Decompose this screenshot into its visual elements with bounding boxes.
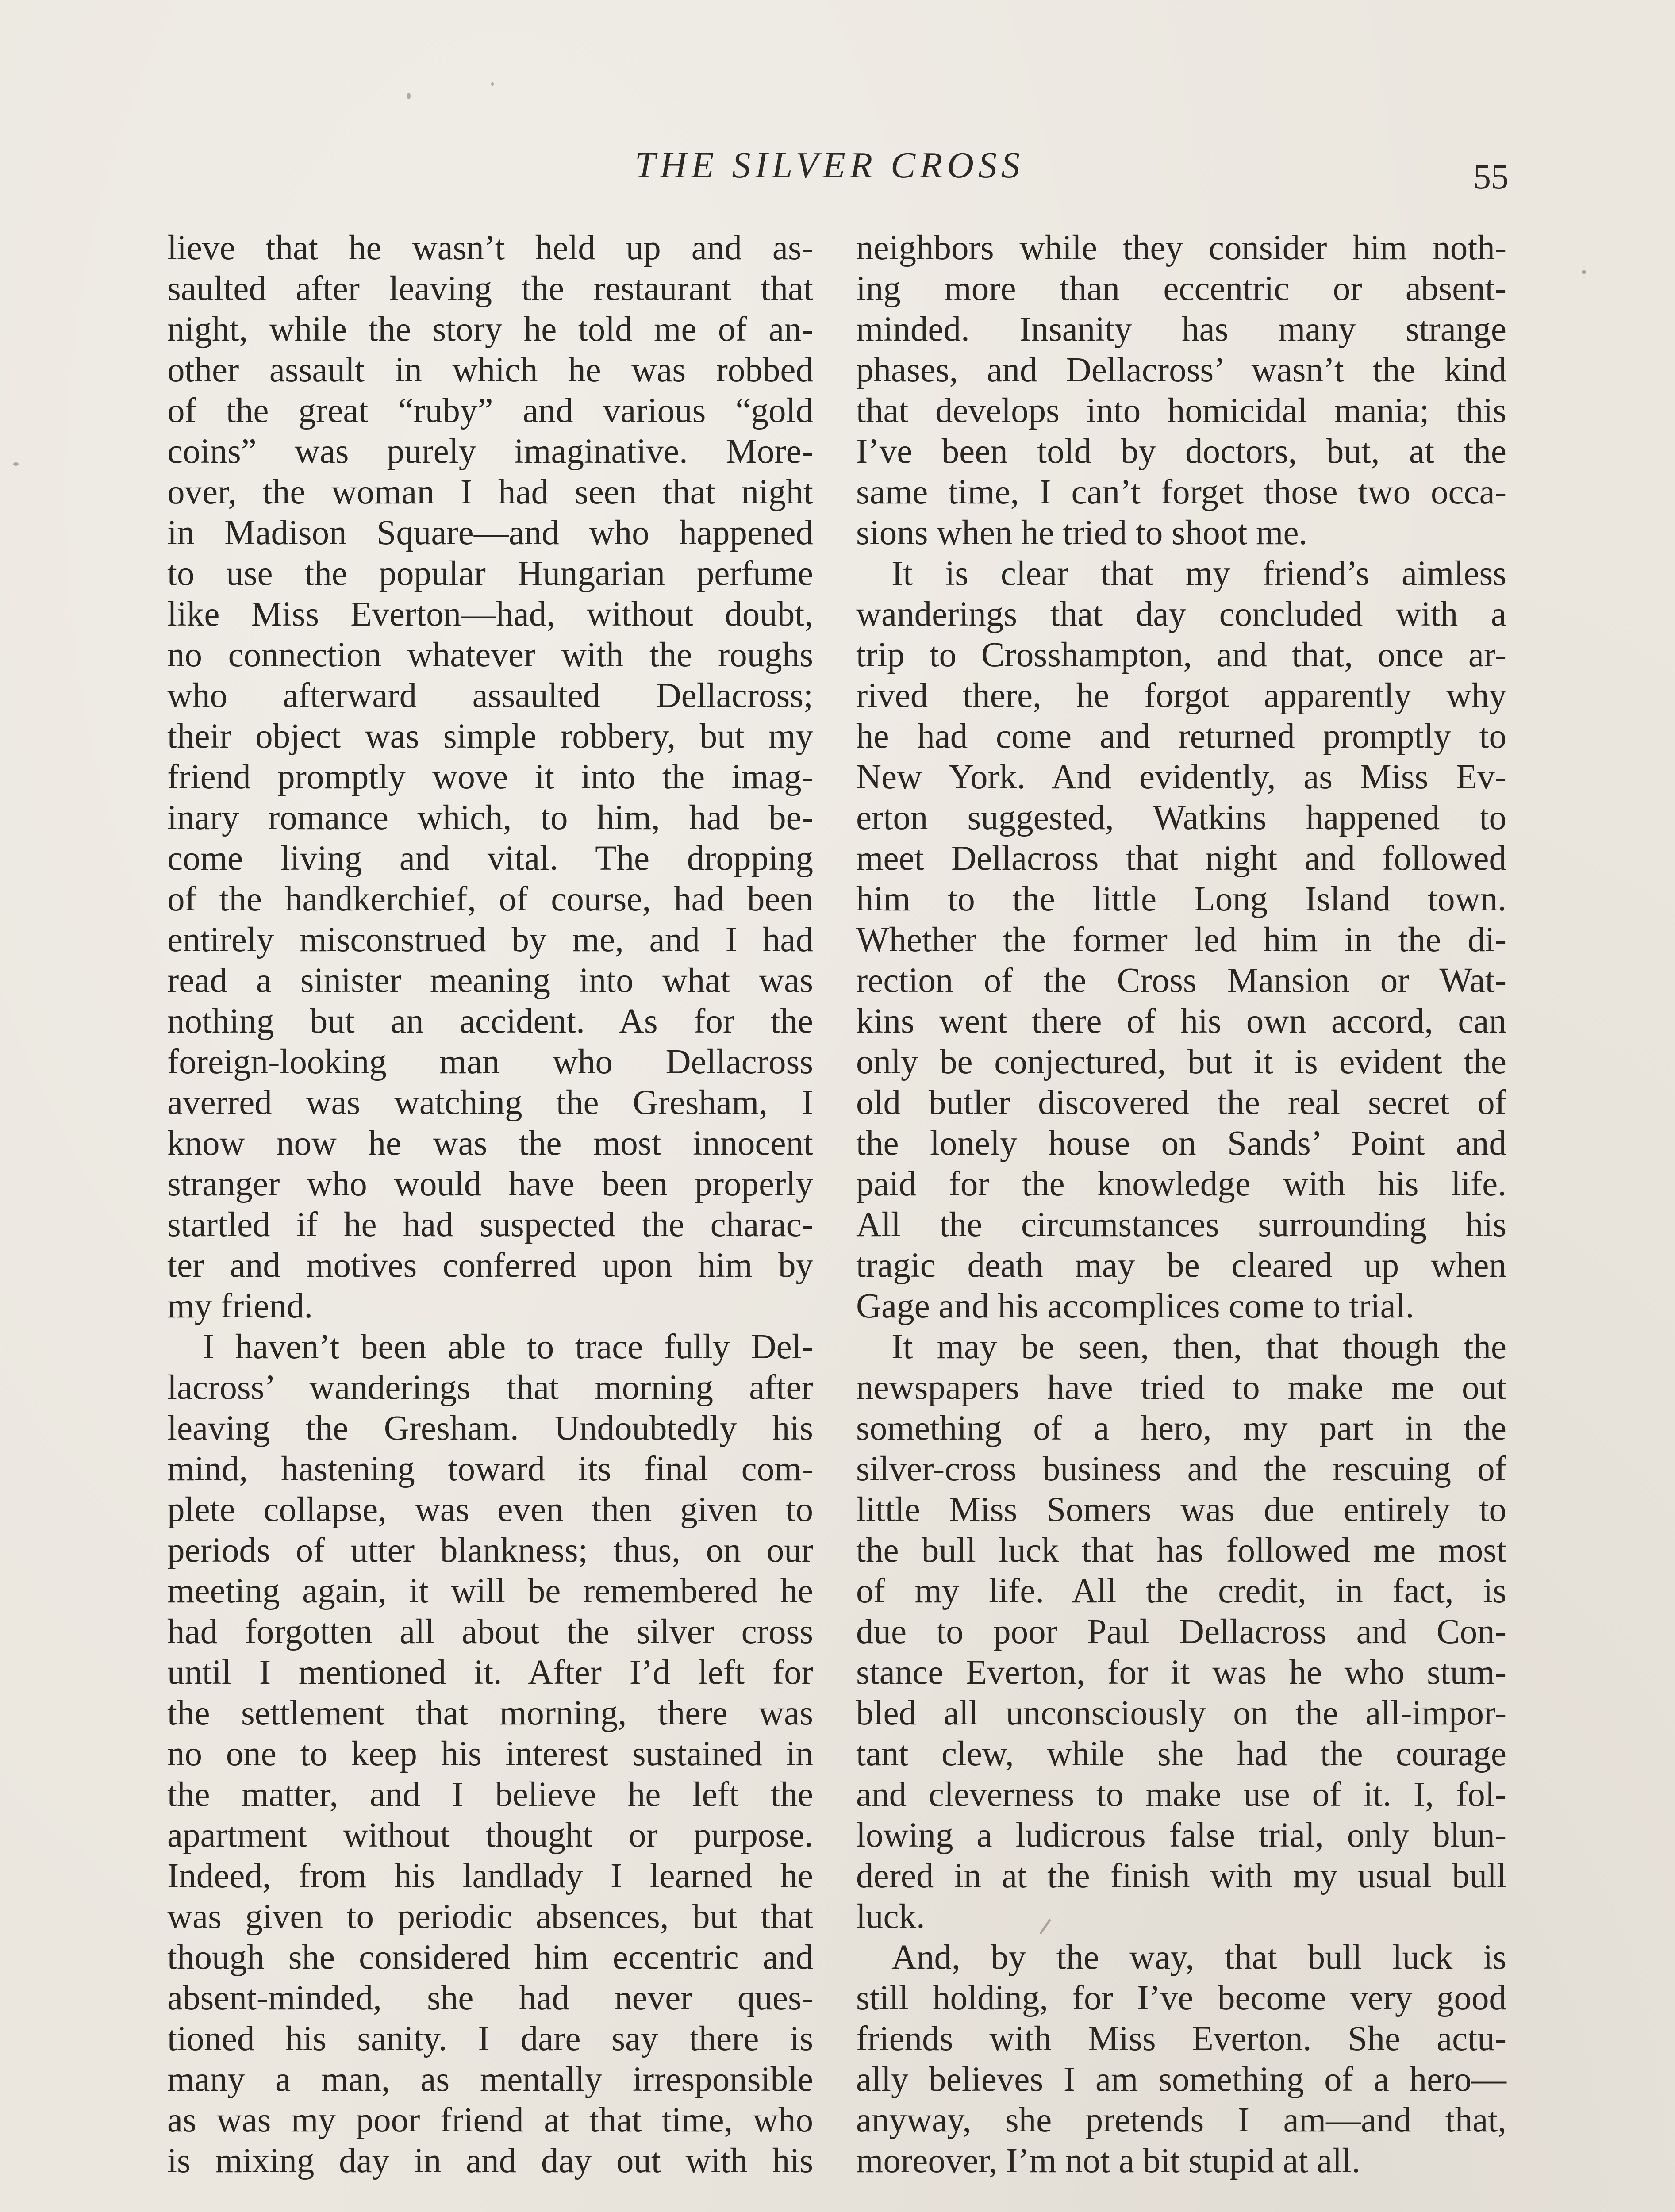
text-line: kins went there of his own accord, can [856,1002,1506,1041]
page-number: 55 [1473,157,1509,196]
text-line: New York. And evidently, as Miss Ev- [856,758,1506,796]
text-line: coins” was purely imaginative. More- [167,432,813,471]
text-line: friends with Miss Everton. She actu- [856,2020,1506,2058]
text-line: tioned his sanity. I dare say there is [167,2020,813,2058]
text-line: dered in at the finish with my usual bull [856,1857,1506,1895]
text-line: lieve that he wasn’t held up and as- [167,229,813,267]
text-line: like Miss Everton—had, without doubt, [167,595,813,634]
text-line: ally believes I am something of a hero— [856,2060,1506,2099]
text-line: meet Dellacross that night and followed [856,839,1506,878]
text-line: friend promptly wove it into the imag- [167,758,813,796]
text-line: lacross’ wanderings that morning after [167,1368,813,1407]
text-line: newspapers have tried to make me out [856,1368,1506,1407]
text-line: averred was watching the Gresham, I [167,1083,813,1122]
text-line: over, the woman I had seen that night [167,473,813,511]
text-line: night, while the story he told me of an- [167,310,813,349]
text-line: minded. Insanity has many strange [856,310,1506,349]
paragraph-end-line: my friend. [167,1287,313,1325]
text-line: same time, I can’t forget those two occa- [856,473,1506,511]
text-line: apartment without thought or purpose. [167,1816,813,1855]
paper-speck [1582,270,1586,274]
paragraph-start-line: It may be seen, then, that though the [891,1328,1506,1366]
paper-speck [491,82,494,86]
text-line: him to the little Long Island town. [856,880,1506,918]
paragraph-end-line: sions when he tried to shoot me. [856,514,1308,552]
text-line: Whether the former led him in the di- [856,921,1506,959]
paragraph-end-line: Gage and his accomplices come to trial. [856,1287,1414,1325]
text-line: come living and vital. The dropping [167,839,813,878]
paper-speck [13,462,19,466]
text-line: foreign-looking man who Dellacross [167,1043,813,1081]
paragraph-end-line: luck. [856,1897,925,1936]
left-text-column [167,228,813,2181]
text-line: as was my poor friend at that time, who [167,2101,813,2139]
text-line: something of a hero, my part in the [856,1409,1506,1448]
text-line: read a sinister meaning into what was [167,961,813,1000]
paper-speck [407,93,411,99]
text-line: absent-minded, she had never ques- [167,1979,813,2017]
text-line: stranger who would have been properly [167,1165,813,1203]
text-line: know now he was the most innocent [167,1124,813,1163]
text-line: to use the popular Hungarian perfume [167,554,813,593]
text-line: inary romance which, to him, had be- [167,799,813,837]
text-line: I’ve been told by doctors, but, at the [856,432,1506,471]
text-line: leaving the Gresham. Undoubtedly his [167,1409,813,1448]
text-line: in Madison Square—and who happened [167,514,813,552]
text-line: erton suggested, Watkins happened to [856,799,1506,837]
text-line: the bull luck that has followed me most [856,1531,1506,1570]
text-line: who afterward assaulted Dellacross; [167,676,813,715]
text-line: of the great “ruby” and various “gold [167,392,813,430]
text-line: silver-cross business and the rescuing of [856,1450,1506,1488]
text-line: until I mentioned it. After I’d left for [167,1653,813,1692]
text-line: phases, and Dellacross’ wasn’t the kind [856,351,1506,389]
text-line: is mixing day in and day out with his [167,2142,813,2180]
text-line: still holding, for I’ve become very good [856,1979,1506,2017]
text-line: old butler discovered the real secret of [856,1083,1506,1122]
text-line: plete collapse, was even then given to [167,1490,813,1529]
text-line: was given to periodic absences, but that [167,1897,813,1936]
text-line: neighbors while they consider him noth- [856,229,1506,267]
text-line: no connection whatever with the roughs [167,636,813,674]
text-line: moreover, I’m not a bit stupid at all. [856,2142,1360,2180]
text-line: though she considered him eccentric and [167,1938,813,1977]
text-line: only be conjectured, but it is evident the [856,1043,1506,1081]
text-line: their object was simple robbery, but my [167,717,813,756]
text-line: stance Everton, for it was he who stum- [856,1653,1506,1692]
text-line: and cleverness to make use of it. I, fol- [856,1775,1506,1814]
text-line: little Miss Somers was due entirely to [856,1490,1506,1529]
text-line: All the circumstances surrounding his [856,1206,1506,1244]
text-line: nothing but an accident. As for the [167,1002,813,1041]
text-line: rived there, he forgot apparently why [856,676,1506,715]
text-line: of the handkerchief, of course, had been [167,880,813,918]
running-title: THE SILVER CROSS [634,145,1025,186]
text-line: periods of utter blankness; thus, on our [167,1531,813,1570]
text-line: the matter, and I believe he left the [167,1775,813,1814]
text-line: saulted after leaving the restaurant that [167,269,813,308]
text-line: meeting again, it will be remembered he [167,1572,813,1610]
text-line: Indeed, from his landlady I learned he [167,1857,813,1895]
text-line: mind, hastening toward its final com- [167,1450,813,1488]
right-text-column [856,228,1506,2181]
text-line: lowing a ludicrous false trial, only blun- [856,1816,1506,1855]
paragraph-start-line: I haven’t been able to trace fully Del- [203,1328,813,1366]
text-line: tragic death may be cleared up when [856,1246,1506,1285]
text-line: ing more than eccentric or absent- [856,269,1506,308]
text-line: ter and motives conferred upon him by [167,1246,813,1285]
text-line: startled if he had suspected the charac- [167,1206,813,1244]
text-line: the settlement that morning, there was [167,1694,813,1732]
text-line: bled all unconsciously on the all-impor- [856,1694,1506,1732]
text-line: that develops into homicidal mania; this [856,392,1506,430]
paragraph-start-line: And, by the way, that bull luck is [891,1938,1506,1977]
text-line: anyway, she pretends I am—and that, [856,2101,1506,2139]
text-line: wanderings that day concluded with a [856,595,1506,634]
text-line: the lonely house on Sands’ Point and [856,1124,1506,1163]
paragraph-start-line: It is clear that my friend’s aimless [891,554,1506,593]
text-line: of my life. All the credit, in fact, is [856,1572,1506,1610]
text-line: due to poor Paul Dellacross and Con- [856,1613,1506,1651]
text-line: no one to keep his interest sustained in [167,1735,813,1773]
text-line: trip to Crosshampton, and that, once ar- [856,636,1506,674]
text-line: had forgotten all about the silver cross [167,1613,813,1651]
text-line: other assault in which he was robbed [167,351,813,389]
text-line: he had come and returned promptly to [856,717,1506,756]
text-line: entirely misconstrued by me, and I had [167,921,813,959]
text-line: tant clew, while she had the courage [856,1735,1506,1773]
text-line: many a man, as mentally irresponsible [167,2060,813,2099]
text-line: rection of the Cross Mansion or Wat- [856,961,1506,1000]
text-line: paid for the knowledge with his life. [856,1165,1506,1203]
